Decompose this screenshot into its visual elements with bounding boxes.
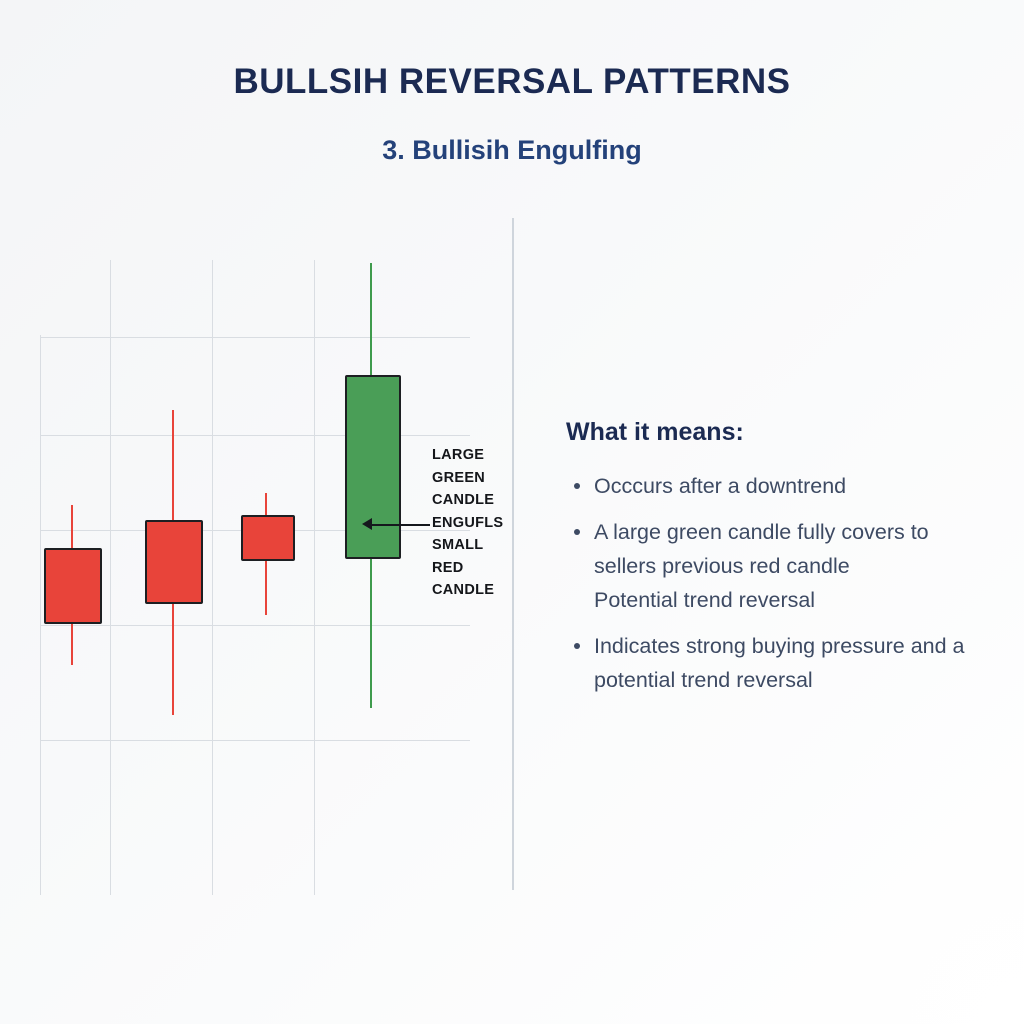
annotation-line: CANDLE [432, 492, 495, 508]
candle-body [44, 548, 102, 624]
bullet-text: A large green candle fully covers to [594, 520, 929, 544]
annotation-line: SMALL [432, 537, 484, 553]
panel-heading: What it means: [566, 418, 744, 446]
gridline-horizontal [40, 435, 470, 436]
annotation-line: LARGE [432, 447, 485, 463]
bullet-text: Indicates strong buying pressure and a potential trend reversal [594, 634, 965, 692]
candle-body [345, 375, 401, 559]
annotation-line: CANDLE [432, 582, 495, 598]
annotation-arrow-head [362, 518, 372, 530]
page-title: BULLSIH REVERSAL PATTERNS [233, 62, 791, 101]
gridline-vertical [40, 335, 41, 895]
candle-body [145, 520, 203, 604]
annotation-line: ENGUFLS [432, 514, 504, 531]
bullet-dot-icon [574, 483, 580, 489]
panel-bullet [566, 515, 986, 549]
panel-bullet-continuation [566, 583, 986, 617]
bullet-dot-icon [574, 643, 580, 649]
bullet-text: Occcurs after a downtrend [594, 474, 847, 498]
annotation-arrow-line [368, 524, 430, 526]
panel-bullet [566, 629, 986, 697]
explanation-panel [566, 418, 986, 709]
gridline-vertical [314, 260, 315, 895]
gridline-horizontal [40, 740, 470, 741]
gridline-horizontal [40, 337, 470, 338]
panel-bullet [566, 469, 986, 503]
annotation-line: GREEN [432, 469, 486, 486]
corner-highlight [814, 874, 1024, 1024]
annotation-label [432, 444, 527, 602]
bullet-dot-icon [574, 529, 580, 535]
gridline-vertical [212, 260, 213, 895]
gridline-vertical [110, 260, 111, 895]
panel-bullet-continuation [566, 549, 986, 583]
gridline-horizontal [40, 625, 470, 626]
bullet-text: sellers previous red candle [594, 554, 850, 578]
page-subtitle: 3. Bullisih Engulfing [382, 135, 642, 165]
annotation-line: RED [432, 559, 464, 576]
candle-body [241, 515, 295, 561]
bullet-text: Potential trend reversal [594, 588, 816, 612]
